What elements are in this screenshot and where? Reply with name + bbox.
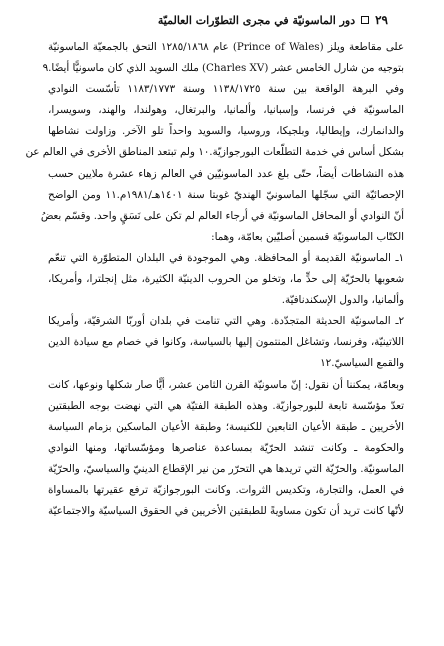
- text-line: تعدّ مؤسّسة تابعة للبورجوازيّة. وهذه الطبقة الفتيّة هي التي نهضت بوجه الطبقتين: [48, 399, 404, 412]
- running-header: [40, 12, 388, 28]
- text-line: هذه النشاطات أيضاً، حتّى بلغ عدد الماسونيّين في العالم زهاء عشرة ملايين حسب: [48, 167, 404, 180]
- text-line: اللاتينيّة، وفرنسا، وتشاغل المنتمون إليها بالسياسة، وكانوا في خصام مع سيادة الدين: [48, 336, 404, 349]
- text-line: ١ـ الماسونيّة القديمة أو المحافظة. وهي الموجودة في البلدان المتطوّرة التي تنعّم: [48, 251, 404, 264]
- text-line: بشكل أساس في خدمة التطلّعات البورجوازيّة.١٠ ولم تبتعد المناطق الأخرى في العالم عن: [25, 146, 404, 159]
- text-line: على مقاطعة ويلز (Prince of Wales) عام ١٢٨٥/١٨٦٨ التحق بالجمعيّة الماسونيّة: [48, 41, 404, 53]
- text-line: أنّ النوادي أو المحافل الماسونيّة في أرجاء العالم لم تكن على نَسَقٍ واحد. وقسّم بعضُ: [40, 209, 404, 222]
- text-line: الأخريين ـ طبقة الأعيان التابعين للكنيسة؛ وطبقة الأعيان الماسكين بزمام السياسة: [48, 420, 404, 433]
- text-line: وألمانيا، والدول الإسكندنافيّة.: [281, 294, 404, 307]
- text-line: بتوجيه من شارل الخامس عشر (Charles XV) ملك السويد الذي كان ماسونيًّا أيضًا.٩: [42, 62, 404, 75]
- text-line: ٢ـ الماسونيّة الحديثة المتجدّدة. وهي التي تنامت في بلدان أوربّا الشرقيّة، وأمريكا: [48, 315, 404, 328]
- text-line: الكتّاب الماسونيّة قسمين أصليّين بعامّة، وهما:: [211, 230, 404, 243]
- text-line: والحكومة ـ وكانت تنشد الحرّيّة بمساعدة عناصرها ومؤسّساتها، ومنها النوادي: [48, 441, 404, 454]
- text-line: الإحصائيّة التي سجّلها الماسونيّ الهنديّ غوبتا سنة ١٤٠١هـ/١٩٨١م.١١ ومن الواضح: [48, 188, 404, 201]
- text-line: وبعامّة، يمكننا أن نقول: إنّ ماسونيّة القرن الثامن عشر، أيًّا صار شكلها ونوعها، كانت: [48, 378, 404, 391]
- running-title: دور الماسونيّة في مجرى التطوّرات العالميّة: [157, 13, 356, 27]
- text-line: الماسونيّة في فرنسا، وإسبانيا، وألمانيا، والبرتغال، وهولندا، والهند، وسويسرا،: [48, 104, 404, 117]
- text-line: وفي البرهة الواقعة بين سنة ١١٣٨/١٧٢٥ وسنة ١١٨٣/١٧٧٣ تأسّست النوادي: [48, 83, 404, 96]
- page-number: ٢٩: [375, 13, 388, 27]
- text-line: والدانمارك، وإيطاليا، وبلجيكا، وروسيا، والسويد واحداً تلو الآخر. وزاولت نشاطها: [48, 125, 404, 138]
- body-text: [25, 37, 404, 522]
- square-ornament-icon: [361, 16, 369, 24]
- text-line: في العمل، والتجارة، وتكديس الثروات. وكانت البورجوازيّة ترفع عقيرتها بالمساواة: [48, 483, 404, 496]
- text-line: شعوبها بالحرّيّة إلى حدٍّ ما، وتخلو من الحروب الدينيّة الكثيرة، مثل إنجلترا، وأمريكا،: [48, 273, 404, 286]
- text-line: لأنّها كانت تريد أن تكون مساويةً للطبقتين الأخريين في الحقوق السياسيّة والاجتماعيّة: [48, 505, 404, 518]
- text-line: والقمع السياسيّ.١٢: [320, 357, 404, 370]
- text-line: الماسونيّة. والحرّيّة التي تريدها هي التحرّر من نير الإقطاع الدينيّ والسياسيّ، والحرّيّة: [48, 462, 404, 475]
